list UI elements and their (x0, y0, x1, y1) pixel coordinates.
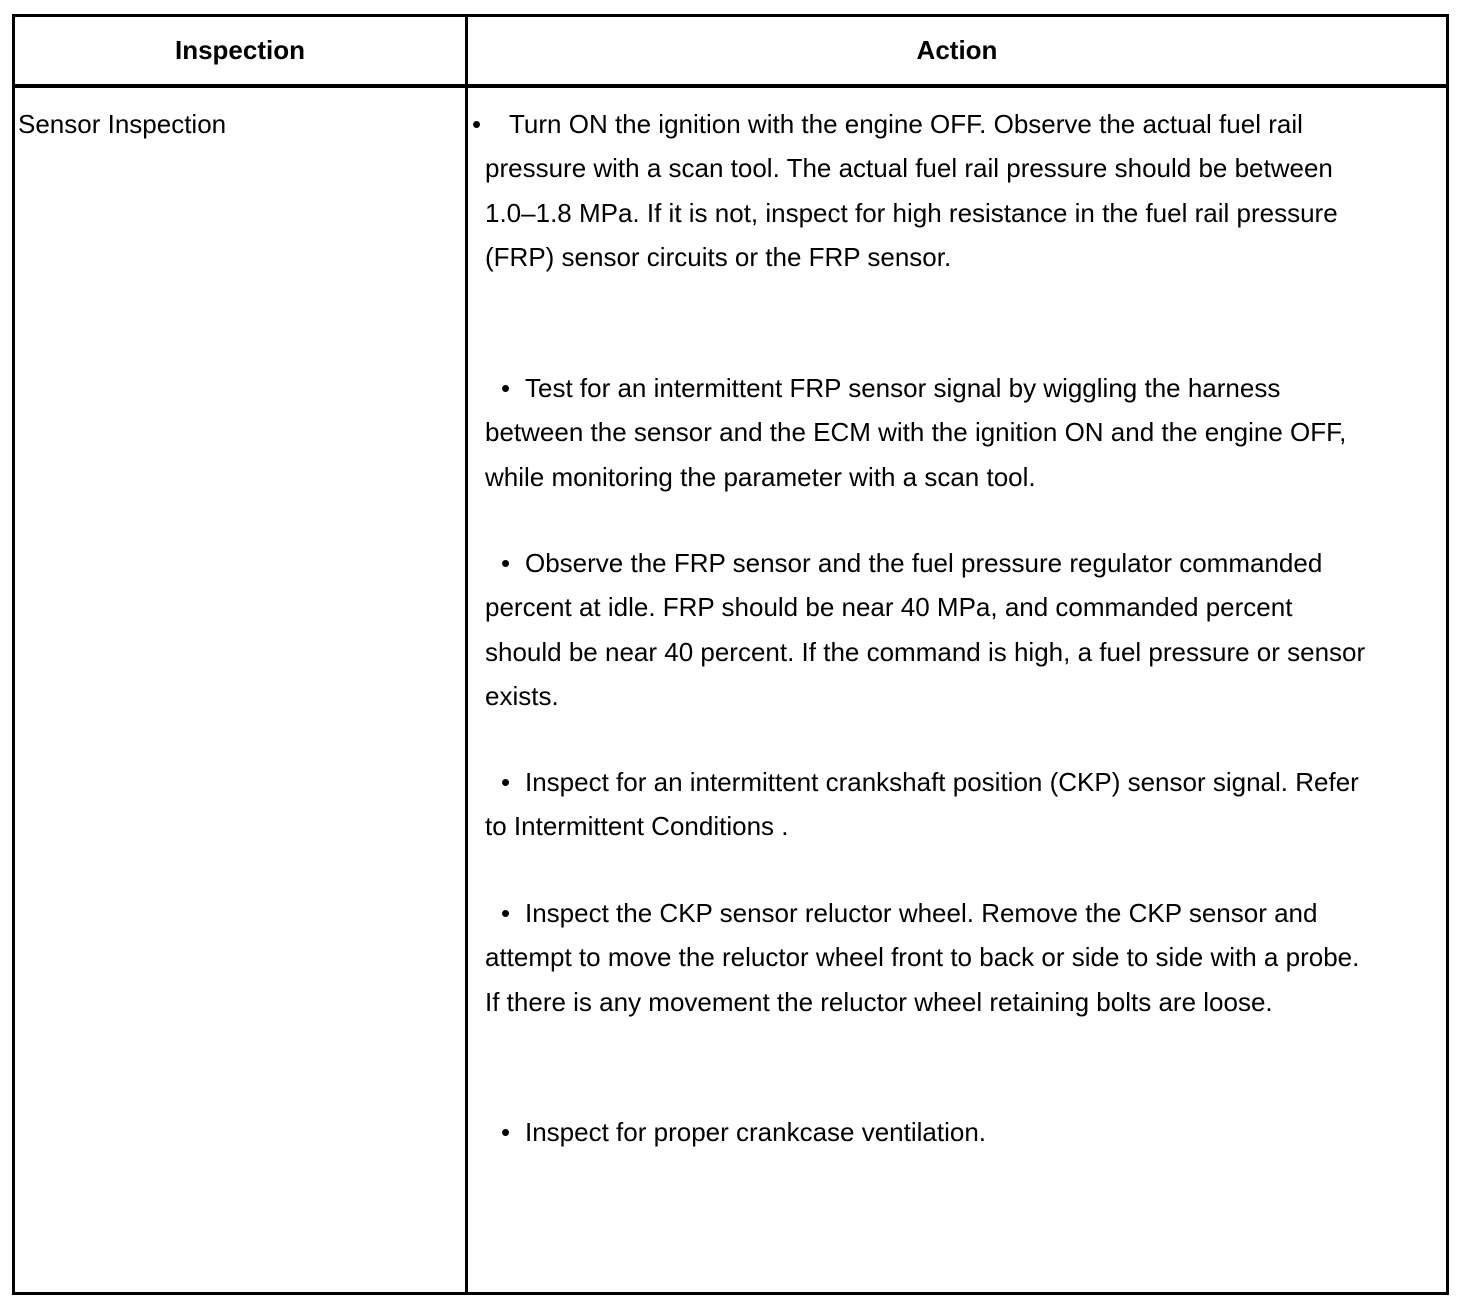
bullet-icon: • (501, 548, 511, 578)
inspection-cell: Sensor Inspection (18, 109, 227, 139)
action-item (472, 102, 1375, 280)
action-item-text: Inspect the CKP sensor reluctor wheel. Remove the CKP sensor and attempt to move the reluctor wheel front to back or side to side with a probe. If there is any movement the reluctor wheel retaining bolts are loose. (485, 898, 1360, 1017)
action-item (485, 760, 1375, 849)
action-item-text: Inspect for proper crankcase ventilation. (525, 1117, 987, 1147)
bullet-icon: • (501, 767, 511, 797)
bullet-icon: • (501, 898, 511, 928)
action-item-text: Observe the FRP sensor and the fuel pressure regulator commanded percent at idle. FRP should be near 40 MPa, and commanded percent should be near 40 percent. If the command is high, a fuel pressure or sensor exists. (485, 548, 1366, 712)
action-item-text: Inspect for an intermittent crankshaft position (CKP) sensor signal. Refer to Intermittent Conditions . (485, 767, 1359, 842)
action-item (485, 891, 1375, 1024)
action-item (485, 541, 1375, 719)
bullet-icon: • (501, 373, 511, 403)
header-inspection: Inspection (174, 35, 305, 65)
bullet-icon: • (501, 1117, 511, 1147)
bullet-icon: • (472, 109, 482, 139)
action-item (485, 1110, 1375, 1154)
header-action: Action (916, 35, 998, 65)
action-item-text: Turn ON the ignition with the engine OFF. Observe the actual fuel rail pressure with a scan tool. The actual fuel rail pressure should be between 1.0–1.8 MPa. If it is not, inspect for high resistance in the fuel rail pressure (FRP) sensor circuits or the FRP sensor. (485, 109, 1338, 273)
inspection-table (12, 14, 1449, 1295)
action-cell (468, 88, 1446, 1292)
action-item-text: Test for an intermittent FRP sensor signal by wiggling the harness between the sensor and the ECM with the ignition ON and the engine OFF, while monitoring the parameter with a scan tool. (485, 373, 1347, 492)
action-item (485, 366, 1375, 499)
